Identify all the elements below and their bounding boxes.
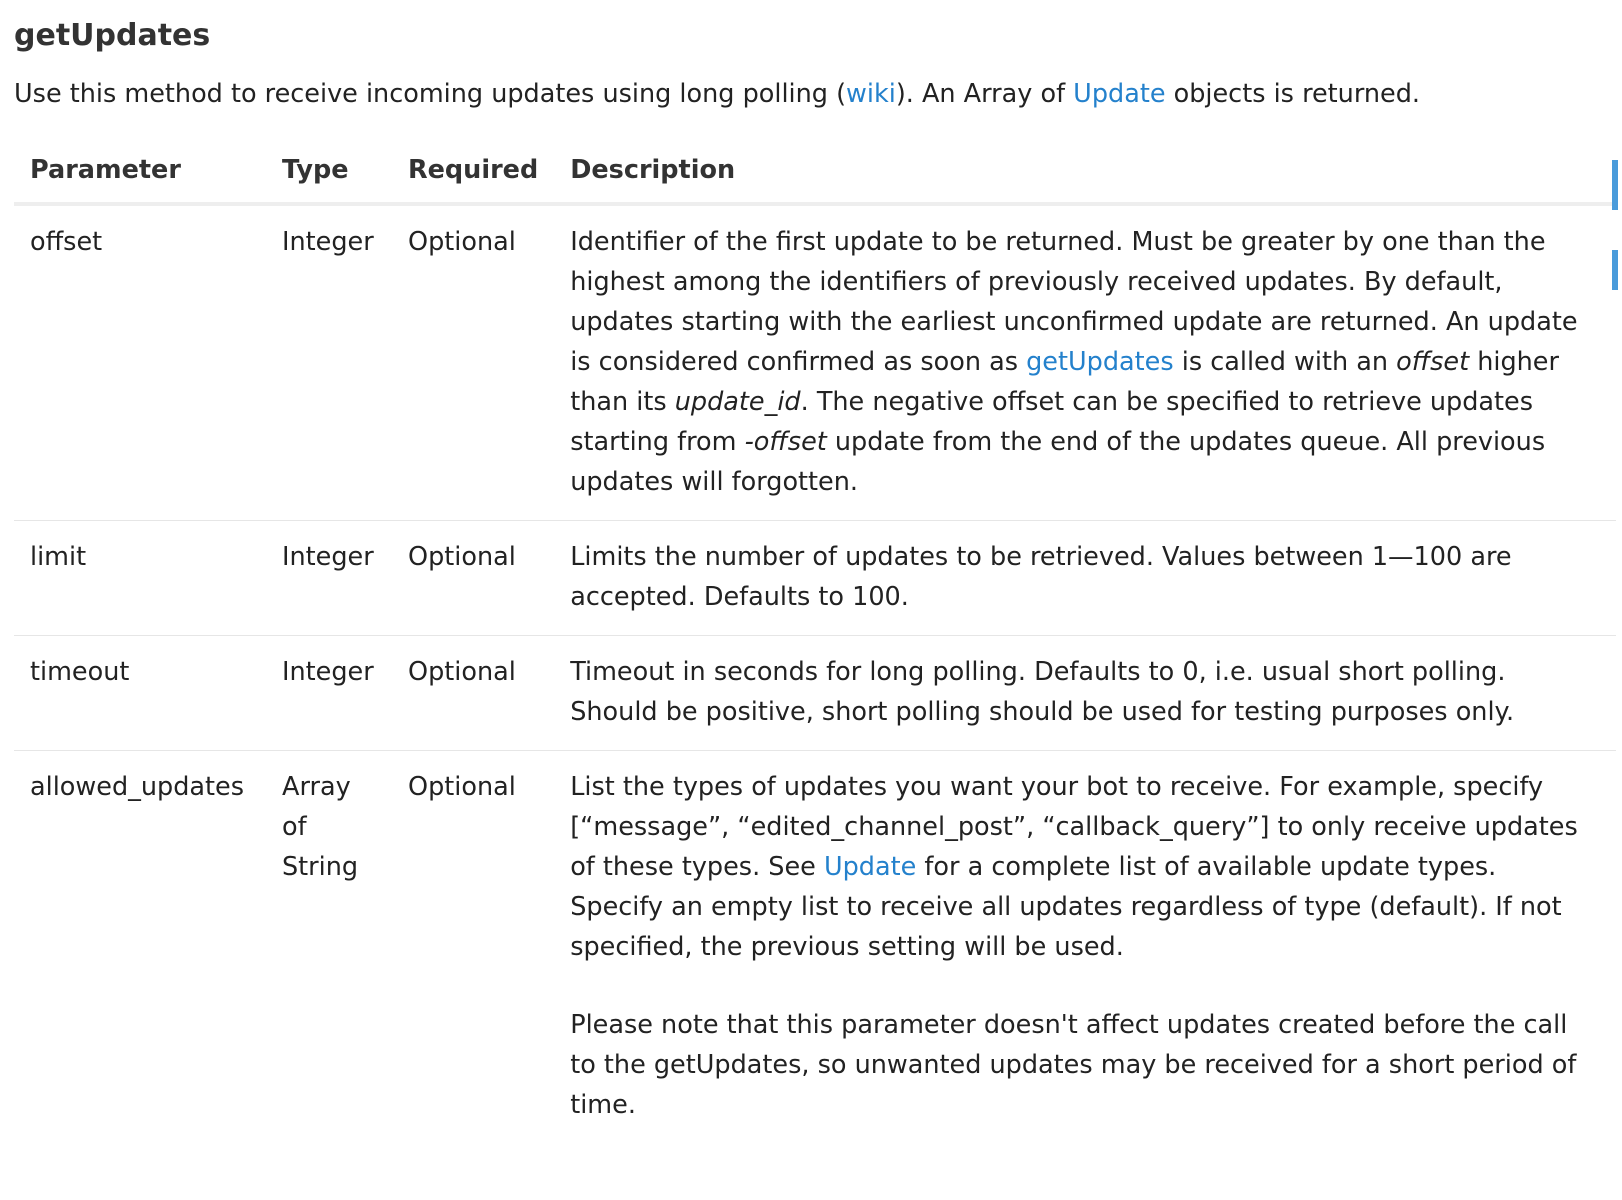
header-parameter: Parameter: [14, 142, 266, 204]
text-segment: objects is returned.: [1165, 79, 1421, 109]
param-required: Optional: [392, 751, 554, 1144]
description-paragraph: [570, 652, 1596, 732]
header-description: Description: [554, 142, 1616, 204]
param-required: Optional: [392, 636, 554, 751]
table-row: [14, 204, 1616, 521]
table-row: [14, 751, 1616, 1144]
text-segment: higher than its: [570, 347, 1559, 417]
text-segment: update from the end of the updates queue. All previous updates will forgotten.: [570, 427, 1546, 497]
param-description: [554, 636, 1616, 751]
text-segment: . The negative offset can be specified to retrieve updates starting from: [570, 387, 1534, 457]
param-name: offset: [30, 227, 103, 257]
param-name: allowed_updates: [14, 751, 266, 1144]
param-description: [554, 751, 1616, 1144]
header-type: Type: [266, 142, 392, 204]
header-required: Required: [392, 142, 554, 204]
doc-link[interactable]: getUpdates: [1026, 347, 1174, 377]
text-segment: is called with an: [1173, 347, 1397, 377]
text-segment: Use this method to receive incoming updates using long polling (: [14, 79, 847, 109]
text-segment: for a complete list of available update types. Specify an empty list to receive all updates regardless of type (default). If not specified, the previous setting will be used.: [570, 852, 1562, 962]
table-row: [14, 636, 1616, 751]
param-type: Integer: [282, 227, 374, 257]
param-name: limit: [14, 521, 266, 636]
text-segment: List the types of updates you want your bot to receive. For example, specify [“message”, “edited_channel_post”, “callback_query”] to only receive updates of these types. See: [570, 772, 1578, 882]
param-required: Optional: [408, 227, 516, 257]
param-description: [554, 521, 1616, 636]
text-segment: Limits the number of updates to be retrieved. Values between 1—100 are accepted. Defaults to 100.: [570, 542, 1512, 612]
param-type: Array of String: [266, 751, 392, 1144]
scroll-marker: [1612, 160, 1618, 210]
method-intro: [14, 74, 1420, 114]
scroll-marker: [1612, 250, 1618, 290]
param-required: Optional: [392, 521, 554, 636]
description-paragraph: [570, 222, 1596, 502]
param-type: Integer: [266, 636, 392, 751]
param-name: timeout: [14, 636, 266, 751]
parameters-table: [14, 142, 1616, 1143]
description-paragraph: [570, 767, 1596, 967]
emphasis-text: -offset: [744, 427, 827, 457]
method-title: getUpdates: [14, 18, 211, 53]
doc-link[interactable]: wiki: [846, 79, 896, 109]
text-segment: Identifier of the first update to be returned. Must be greater by one than the highest among the identifiers of previously received updates. By default, updates starting with the earliest unconfirmed update are returned. An update is considered confirmed as soon as: [570, 227, 1578, 377]
description-paragraph: [570, 537, 1596, 617]
text-segment: Timeout in seconds for long polling. Defaults to 0, i.e. usual short polling. Should be positive, short polling should be used for testing purposes only.: [570, 657, 1515, 727]
param-description: [554, 204, 1616, 521]
emphasis-text: update_id: [674, 387, 801, 417]
description-paragraph: [570, 1005, 1596, 1125]
doc-link[interactable]: Update: [1073, 79, 1166, 109]
param-type: Integer: [266, 521, 392, 636]
emphasis-text: offset: [1396, 347, 1470, 377]
text-segment: Please note that this parameter doesn't affect updates created before the call to the getUpdates, so unwanted updates may be received for a short period of time.: [570, 1010, 1577, 1120]
table-row: [14, 521, 1616, 636]
table-header-row: [14, 142, 1616, 204]
text-segment: ). An Array of: [895, 79, 1074, 109]
doc-link[interactable]: Update: [823, 852, 917, 882]
